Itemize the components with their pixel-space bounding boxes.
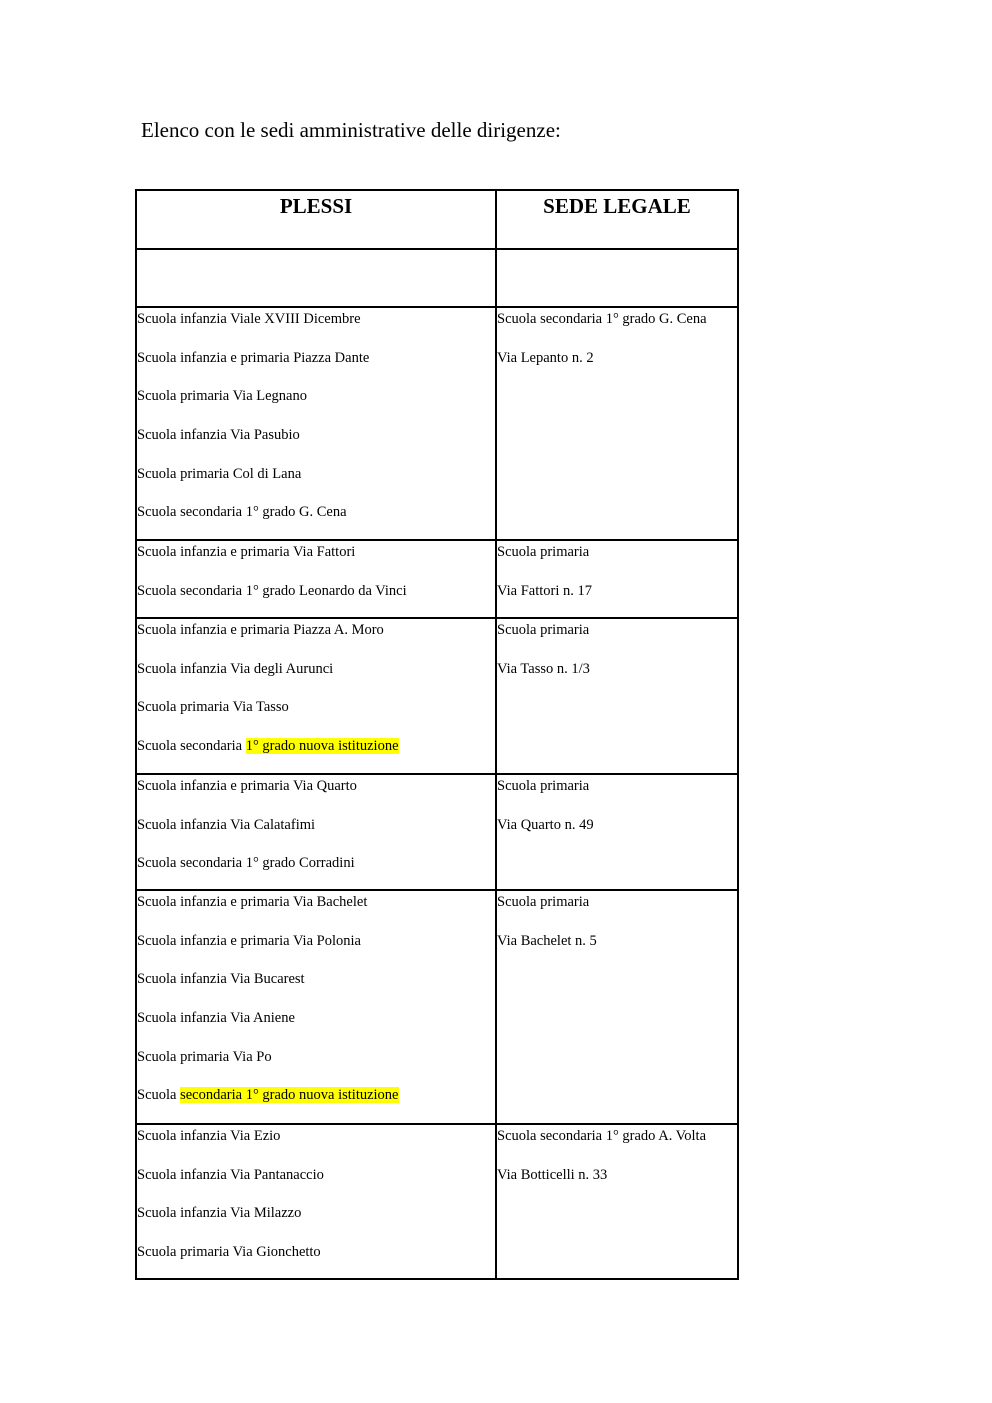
empty-cell	[136, 249, 496, 307]
plessi-cell	[136, 307, 496, 540]
plesso-item: Scuola secondaria 1° grado Corradini	[137, 855, 355, 872]
plesso-item	[137, 735, 495, 757]
sede-name: Scuola primaria	[497, 544, 590, 560]
table-row	[136, 540, 738, 618]
header-plessi: PLESSI	[136, 190, 496, 249]
sede-cell	[496, 618, 738, 774]
sede-name: Scuola secondaria 1° grado G. Cena	[497, 311, 707, 327]
plessi-cell	[136, 774, 496, 890]
plessi-cell	[136, 1124, 496, 1279]
plesso-item: Scuola primaria Via Po	[137, 1048, 272, 1065]
plesso-item: Scuola infanzia e primaria Piazza Dante	[137, 349, 370, 366]
plessi-cell	[136, 618, 496, 774]
plesso-item: Scuola primaria Via Tasso	[137, 699, 289, 716]
table-row	[136, 307, 738, 540]
table-row	[136, 890, 738, 1124]
sede-address: Via Bachelet n. 5	[497, 932, 597, 949]
plesso-item: Scuola infanzia Via Pasubio	[137, 427, 300, 444]
plesso-item: Scuola infanzia Via Pantanaccio	[137, 1166, 324, 1183]
sede-cell	[496, 540, 738, 618]
plesso-item: Scuola infanzia Via Aniene	[137, 1010, 295, 1027]
plesso-item: Scuola primaria Via Gionchetto	[137, 1244, 321, 1261]
table-row	[136, 1124, 738, 1279]
plesso-item: Scuola primaria Via Legnano	[137, 388, 307, 405]
empty-cell	[496, 249, 738, 307]
sede-address: Via Quarto n. 49	[497, 816, 594, 833]
sede-name: Scuola primaria	[497, 778, 590, 794]
plesso-item: Scuola infanzia Via Calatafimi	[137, 816, 316, 833]
plessi-cell	[136, 890, 496, 1124]
plesso-item: Scuola infanzia e primaria Piazza A. Moro	[137, 622, 384, 638]
header-row	[136, 190, 738, 249]
sede-name: Scuola primaria	[497, 894, 590, 910]
plesso-item: Scuola primaria Col di Lana	[137, 465, 302, 482]
highlighted-text: secondaria 1° grado nuova istituzione	[180, 1087, 399, 1104]
sede-cell	[496, 890, 738, 1124]
sede-address: Via Lepanto n. 2	[497, 349, 594, 366]
plessi-cell	[136, 540, 496, 618]
sede-address: Via Botticelli n. 33	[497, 1166, 608, 1183]
plesso-item: Scuola infanzia Viale XVIII Dicembre	[137, 311, 361, 327]
plesso-item	[137, 1084, 495, 1106]
plesso-prefix: Scuola secondaria	[137, 738, 246, 755]
plesso-item: Scuola infanzia e primaria Via Quarto	[137, 778, 357, 794]
table-row	[136, 774, 738, 890]
empty-row	[136, 249, 738, 307]
plesso-item: Scuola infanzia Via degli Aurunci	[137, 660, 334, 677]
sede-cell	[496, 774, 738, 890]
table-row	[136, 618, 738, 774]
sede-cell	[496, 307, 738, 540]
sede-name: Scuola secondaria 1° grado A. Volta	[497, 1128, 707, 1144]
sedi-table	[135, 189, 739, 1280]
sede-cell	[496, 1124, 738, 1279]
sede-address: Via Tasso n. 1/3	[497, 660, 590, 677]
plesso-item: Scuola secondaria 1° grado G. Cena	[137, 504, 347, 521]
plesso-item: Scuola infanzia Via Milazzo	[137, 1205, 302, 1222]
plesso-item: Scuola infanzia Via Ezio	[137, 1128, 281, 1144]
plesso-item: Scuola secondaria 1° grado Leonardo da Vinci	[137, 582, 407, 599]
sede-address: Via Fattori n. 17	[497, 582, 592, 599]
plesso-item: Scuola infanzia e primaria Via Fattori	[137, 544, 356, 560]
page-title: Elenco con le sedi amministrative delle dirigenze:	[141, 118, 561, 142]
highlighted-text: 1° grado nuova istituzione	[245, 738, 399, 755]
sede-name: Scuola primaria	[497, 622, 590, 638]
plesso-prefix: Scuola	[137, 1087, 181, 1104]
plesso-item: Scuola infanzia e primaria Via Polonia	[137, 932, 361, 949]
plesso-item: Scuola infanzia e primaria Via Bachelet	[137, 894, 368, 910]
plesso-item: Scuola infanzia Via Bucarest	[137, 971, 305, 988]
header-sede-legale: SEDE LEGALE	[496, 190, 738, 249]
